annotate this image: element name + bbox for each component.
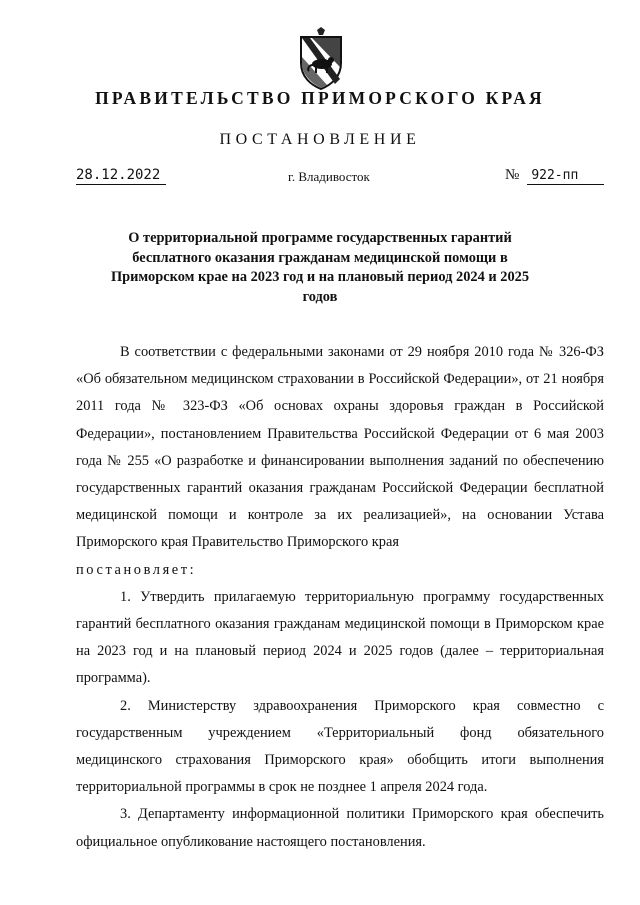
item-1-paragraph: 1. Утвердить прилагаемую территориальную программу государственных гарантий бесплатного оказания гражданам медицинской помощи в Приморском крае на 2023 год и на плановый период 2024 и 2025 годов (далее – территориальная программа). — [76, 588, 604, 687]
document-city: г. Владивосток — [288, 169, 370, 184]
number-sign: № — [505, 167, 520, 183]
document-type: ПОСТАНОВЛЕНИЕ — [219, 131, 421, 148]
document-date: 28.12.2022 — [76, 167, 166, 185]
preamble-paragraph: В соответствии с федеральными законами от 29 ноября 2010 года № 326-ФЗ «Об обязательном медицинском страховании в Российской Федерации», от 21 ноября 2011 года № 323-ФЗ «Об основах охраны здоровья граждан в Российской Федерации», постановлением Правительства Российской Федерации от 6 мая 2003 года № 255 «О разработке и финансировании выполнения заданий по обеспечению государственных гарантий оказания гражданам Российской Федерации бесплатной медицинской помощи и контроле за их реализацией», на основании Устава Приморского края Правительство Приморского края — [76, 344, 604, 551]
item-2-paragraph: 2. Министерству здравоохранения Приморского края совместно с государственным учреждением «Территориальный фонд обязательного медицинского страхования Приморского края» обобщить итоги выполнения территориальной программы в срок не позднее 1 апреля 2024 года. — [76, 697, 604, 796]
item-3-paragraph: 3. Департаменту информационной политики Приморского края обеспечить официальное опубликование настоящего постановления. — [76, 806, 604, 850]
government-title: ПРАВИТЕЛЬСТВО ПРИМОРСКОГО КРАЯ — [95, 88, 545, 108]
resolves-word: постановляет: — [76, 561, 197, 578]
document-body — [76, 339, 604, 856]
resolves-paragraph — [76, 557, 604, 584]
document-subject: О территориальной программе государственных гарантий бесплатного оказания гражданам медицинской помощи в Приморском крае на 2023 год и на плановый период 2024 и 2025 годов — [110, 230, 530, 305]
document-number — [505, 166, 604, 184]
coat-of-arms-icon — [297, 27, 345, 91]
number-value: 922-пп — [527, 168, 604, 185]
